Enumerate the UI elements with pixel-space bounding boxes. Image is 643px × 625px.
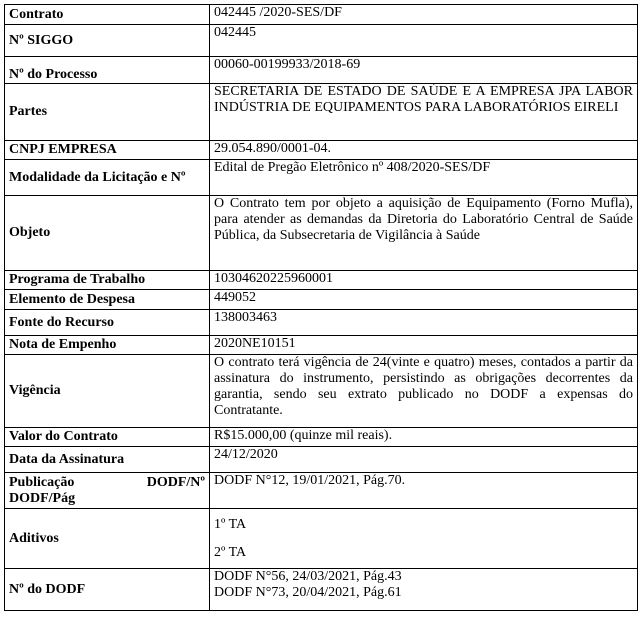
table-row	[5, 310, 638, 336]
row-label-elemento: Elemento de Despesa	[5, 290, 210, 310]
row-value-objeto: O Contrato tem por objeto a aquisição de Equipamento (Forno Mufla), para atender as demandas da Diretoria do Laboratório Central de Saúde Pública, da Subsecretaria de Vigilância à Saúde	[210, 196, 638, 271]
row-value-dodf	[210, 569, 638, 611]
row-label-aditivos: Aditivos	[5, 509, 210, 569]
row-label-contrato: Contrato	[5, 5, 210, 25]
row-value-aditivos	[210, 509, 638, 569]
table-row	[5, 160, 638, 196]
aditivo-item: 2º TA	[214, 544, 247, 560]
row-label-processo: Nº do Processo	[5, 57, 210, 84]
table-row	[5, 473, 638, 509]
row-label-assinatura: Data da Assinatura	[5, 447, 210, 473]
row-label-modalidade: Modalidade da Licitação e Nº	[5, 160, 210, 196]
row-label-dodf: Nº do DODF	[5, 569, 210, 611]
table-row	[5, 290, 638, 310]
table-row	[5, 569, 638, 611]
table-row	[5, 428, 638, 447]
row-label-partes: Partes	[5, 84, 210, 141]
row-label-publicacao: Publicação DODF/Nº DODF/Pág	[5, 473, 210, 509]
row-value-programa: 10304620225960001	[210, 271, 638, 290]
row-value-processo: 00060-00199933/2018-69	[210, 57, 638, 84]
table-row	[5, 25, 638, 57]
dodf-item: DODF N°73, 20/04/2021, Pág.61	[214, 585, 402, 600]
row-label-valor: Valor do Contrato	[5, 428, 210, 447]
row-value-publicacao: DODF N°12, 19/01/2021, Pág.70.	[210, 473, 638, 509]
table-row	[5, 57, 638, 84]
row-value-partes: SECRETARIA DE ESTADO DE SAÚDE E A EMPRESA JPA LABOR INDÚSTRIA DE EQUIPAMENTOS PARA LABORATÓRIOS EIRELI	[210, 84, 638, 141]
table-row	[5, 447, 638, 473]
row-label-objeto: Objeto	[5, 196, 210, 271]
table-row	[5, 336, 638, 355]
table-row	[5, 196, 638, 271]
table-row	[5, 84, 638, 141]
row-label-siggo: Nº SIGGO	[5, 25, 210, 57]
row-value-fonte: 138003463	[210, 310, 638, 336]
row-value-modalidade: Edital de Pregão Eletrônico nº 408/2020-SES/DF	[210, 160, 638, 196]
row-value-empenho: 2020NE10151	[210, 336, 638, 355]
aditivo-item: 1º TA	[214, 516, 247, 532]
row-label-vigencia: Vigência	[5, 355, 210, 428]
table-row	[5, 355, 638, 428]
row-value-elemento: 449052	[210, 290, 638, 310]
row-value-siggo: 042445	[210, 25, 638, 57]
row-label-cnpj: CNPJ EMPRESA	[5, 141, 210, 160]
row-label-empenho: Nota de Empenho	[5, 336, 210, 355]
contract-summary-table	[4, 4, 638, 611]
row-value-cnpj: 29.054.890/0001-04.	[210, 141, 638, 160]
row-value-valor: R$15.000,00 (quinze mil reais).	[210, 428, 638, 447]
table-row	[5, 509, 638, 569]
row-label-fonte: Fonte do Recurso	[5, 310, 210, 336]
row-value-assinatura: 24/12/2020	[210, 447, 638, 473]
table-row	[5, 5, 638, 25]
table-row	[5, 271, 638, 290]
row-value-vigencia: O contrato terá vigência de 24(vinte e quatro) meses, contados a partir da assinatura do instrumento, persistindo as obrigações decorrentes da garantia, sendo seu extrato publicado no DODF a expensas do Contratante.	[210, 355, 638, 428]
row-label-programa: Programa de Trabalho	[5, 271, 210, 290]
dodf-item: DODF N°56, 24/03/2021, Pág.43	[214, 569, 402, 584]
table-row	[5, 141, 638, 160]
row-value-contrato: 042445 /2020-SES/DF	[210, 5, 638, 25]
